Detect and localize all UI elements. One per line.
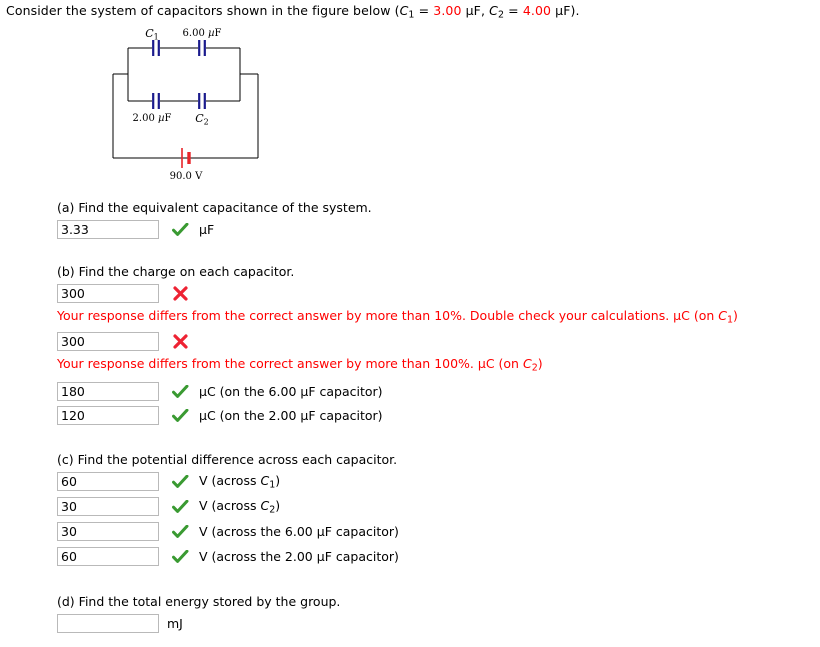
question-a-text: (a) Find the equivalent capacitance of the system. (57, 200, 372, 215)
prompt-eq2: = (504, 3, 523, 18)
capacitor-circuit-diagram (100, 26, 290, 186)
question-c-text: (c) Find the potential difference across each capacitor. (57, 452, 398, 467)
answer-unit-d-1: mJ (167, 616, 183, 631)
answer-row-c-1 (57, 471, 280, 492)
answer-unit-b-3: µC (on the 6.00 µF capacitor) (199, 384, 383, 399)
label-2uf: 2.00 µF (132, 113, 172, 124)
page-title (6, 3, 580, 20)
answer-unit-b-4: µC (on the 2.00 µF capacitor) (199, 408, 383, 423)
correct-icon (167, 550, 193, 564)
feedback-b-1 (57, 308, 738, 325)
answer-row-d-1 (57, 613, 183, 634)
feedback-b-2-unit-post: ) (537, 356, 543, 371)
prompt-unit1: µF, (461, 3, 490, 18)
prompt-c2-symbol: $C_2$ (489, 3, 505, 21)
prompt-c1-symbol: $C_1$ (399, 3, 415, 21)
feedback-b-2 (57, 356, 543, 373)
answer-input-b-2[interactable] (57, 332, 159, 351)
feedback-b-1-unit-symbol: $C_1$ (718, 308, 734, 326)
label-6uf: 6.00 µF (182, 28, 222, 39)
answer-input-d-1[interactable] (57, 614, 159, 633)
feedback-b-1-unit-pre: µC (on (669, 308, 719, 323)
label-c2: $C_2$ (195, 112, 209, 127)
correct-icon (167, 385, 193, 399)
answer-input-c-4[interactable] (57, 547, 159, 566)
prompt-eq1: = (414, 3, 434, 18)
feedback-b-2-text: Your response differs from the correct answer by more than 100%. (57, 356, 474, 371)
answer-row-a-1 (57, 219, 214, 240)
correct-icon (167, 475, 193, 489)
answer-input-b-3[interactable] (57, 382, 159, 401)
incorrect-icon (167, 334, 193, 349)
incorrect-icon (167, 286, 193, 301)
answer-input-a-1[interactable] (57, 220, 159, 239)
answer-input-c-1[interactable] (57, 472, 159, 491)
answer-row-b-4 (57, 405, 383, 426)
answer-unit-a-1: µF (199, 222, 215, 237)
answer-unit-c-4: V (across the 2.00 µF capacitor) (199, 549, 399, 564)
correct-icon (167, 500, 193, 514)
answer-input-c-2[interactable] (57, 497, 159, 516)
answer-row-c-4 (57, 546, 399, 567)
answer-input-b-1[interactable] (57, 284, 159, 303)
prompt-c2-value: 4.00 (522, 3, 552, 18)
label-c1: $C_1$ (145, 27, 159, 42)
feedback-b-1-text: Your response differs from the correct answer by more than 10%. Double check your calculations. (57, 308, 670, 323)
prompt-lead: Consider the system of capacitors shown in the figure below ( (6, 3, 400, 18)
prompt-unit2: µF). (551, 3, 580, 18)
correct-icon (167, 525, 193, 539)
label-battery-voltage: 90.0 V (169, 171, 203, 182)
prompt-c1-value: 3.00 (433, 3, 462, 18)
answer-row-b-2 (57, 331, 193, 352)
answer-unit-c-2: V (across $C_2$) (199, 497, 281, 516)
answer-unit-c-3: V (across the 6.00 µF capacitor) (199, 524, 399, 539)
correct-icon (167, 223, 193, 237)
question-b-text: (b) Find the charge on each capacitor. (57, 264, 295, 279)
answer-row-b-3 (57, 381, 383, 402)
answer-row-c-2 (57, 496, 280, 517)
answer-input-c-3[interactable] (57, 522, 159, 541)
feedback-b-2-unit-symbol: $C_2$ (522, 356, 538, 374)
feedback-b-1-unit-post: ) (733, 308, 738, 323)
question-d-text: (d) Find the total energy stored by the group. (57, 594, 341, 609)
answer-unit-c-1: V (across $C_1$) (199, 472, 281, 491)
feedback-b-2-unit-pre: µC (on (473, 356, 523, 371)
answer-row-b-1 (57, 283, 193, 304)
correct-icon (167, 409, 193, 423)
answer-row-c-3 (57, 521, 399, 542)
answer-input-b-4[interactable] (57, 406, 159, 425)
